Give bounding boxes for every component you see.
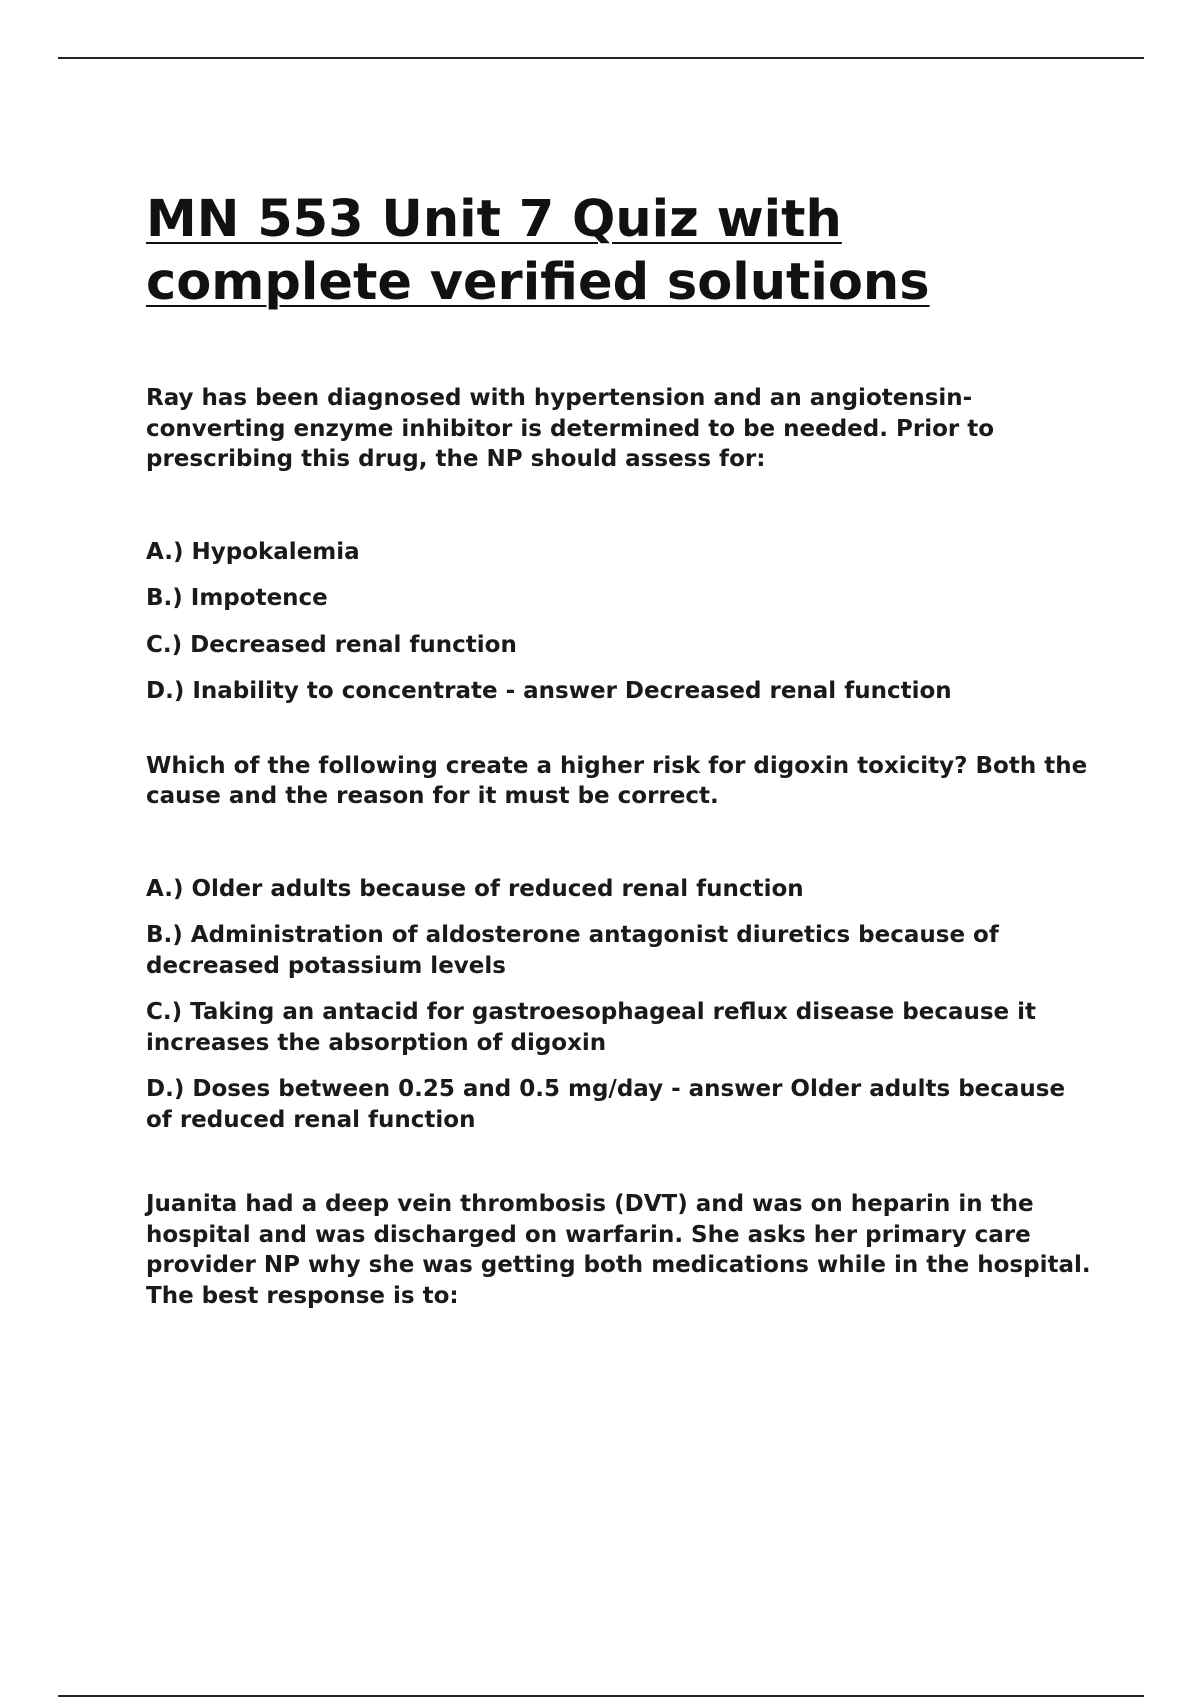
question-1-option-d: D.) Inability to concentrate - answer Decreased renal function (146, 678, 952, 704)
question-1-option-c: C.) Decreased renal function (146, 631, 517, 658)
question-1-option-b: B.) Impotence (146, 585, 328, 611)
bottom-rule (58, 1695, 1144, 1697)
question-1 (146, 383, 1096, 707)
top-rule (58, 57, 1144, 59)
question-2-option-a: A.) Older adults because of reduced renal function (146, 875, 804, 902)
question-2-option-b: B.) Administration of aldosterone antagonist diuretics because of decreased potassium levels (146, 922, 999, 979)
question-3 (146, 1189, 1096, 1311)
document-body (146, 188, 1096, 1311)
question-2 (146, 751, 1096, 1136)
question-1-stem: Ray has been diagnosed with hypertension and an angiotensin-converting enzyme inhibitor is determined to be needed. Prior to prescribing this drug, the NP should assess for: (146, 385, 995, 472)
question-2-option-d: D.) Doses between 0.25 and 0.5 mg/day - answer Older adults because of reduced renal function (146, 1076, 1066, 1133)
question-1-options (146, 537, 1096, 707)
question-1-option-a: A.) Hypokalemia (146, 538, 360, 565)
question-2-stem: Which of the following create a higher risk for digoxin toxicity? Both the cause and the reason for it must be correct. (146, 752, 1088, 809)
question-2-option-c: C.) Taking an antacid for gastroesophageal reflux disease because it increases the absorption of digoxin (146, 999, 1037, 1056)
question-2-options (146, 874, 1096, 1136)
question-3-stem: Juanita had a deep vein thrombosis (DVT) and was on heparin in the hospital and was discharged on warfarin. She asks her primary care provider NP why she was getting both medications while in the hospital. The best response is to: (146, 1191, 1091, 1309)
document-title: MN 553 Unit 7 Quiz with complete verified solutions (146, 190, 930, 312)
